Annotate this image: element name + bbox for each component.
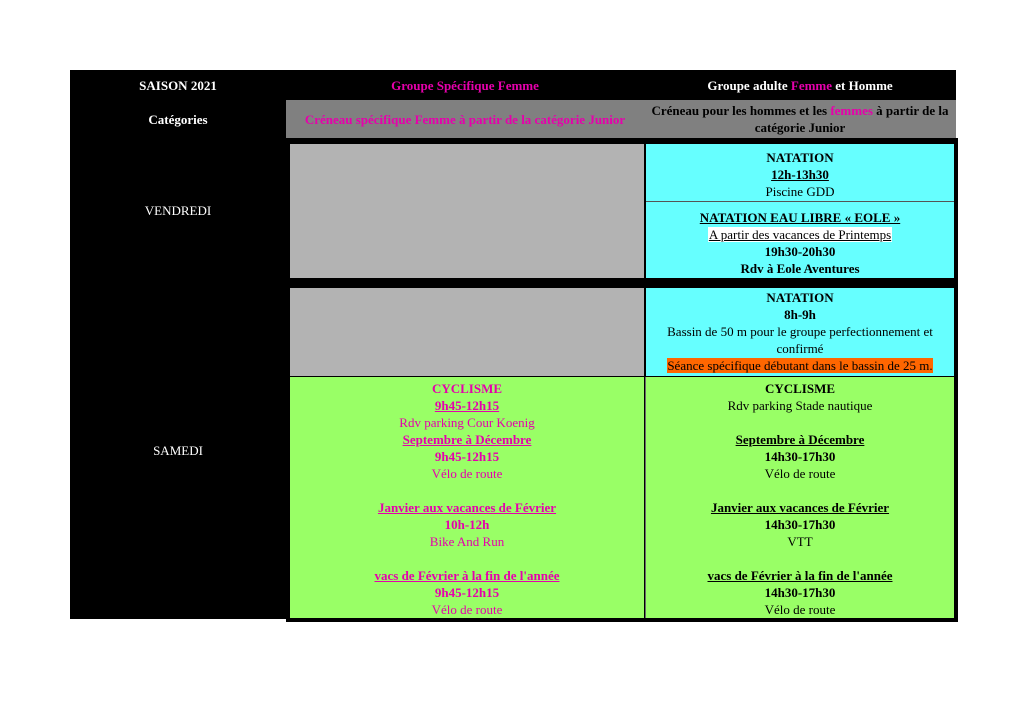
cf-period2: Janvier aux vacances de Février (377, 500, 557, 515)
vendredi-eole-place: Rdv à Eole Aventures (740, 261, 860, 276)
cf-period3: vacs de Février à la fin de l'année (374, 568, 560, 583)
samedi-label: SAMEDI (153, 443, 203, 458)
ca-time2: 14h30-17h30 (764, 517, 836, 532)
col2-title: Groupe adulte Femme et Homme (707, 77, 893, 93)
cf-period1: Septembre à Décembre (402, 432, 532, 447)
col1-category-text: Créneau spécifique Femme à partir de la catégorie Junior (304, 111, 626, 127)
samedi-label-cell (70, 282, 286, 619)
samedi-cyclisme-adulte-cell (645, 377, 954, 618)
vendredi-natation-cell (646, 144, 954, 201)
vendredi-natation-place: Piscine GDD (765, 184, 835, 199)
cf-time4: 9h45-12h15 (434, 585, 500, 600)
samedi-natation-desc-1: Bassin de 50 m pour le groupe perfectionnement et (667, 324, 933, 339)
col1-title: Groupe Spécifique Femme (391, 77, 539, 93)
cf-activity3: Vélo de route (431, 602, 503, 617)
col1-header (286, 70, 644, 100)
cf-time1: 9h45-12h15 (434, 398, 500, 413)
col2-category-text: Créneau pour les hommes et les femmes à partir de la catégorie Junior (651, 103, 949, 135)
samedi-natation-desc-2: confirmé (776, 341, 824, 356)
season-label: SAISON 2021 (139, 77, 217, 93)
season-header (70, 70, 286, 100)
ca-time1: 14h30-17h30 (764, 449, 836, 464)
vendredi-eole-cell (646, 202, 954, 278)
ca-activity1: Vélo de route (764, 466, 836, 481)
col2-category-cell (644, 100, 956, 138)
categories-label-cell (70, 100, 286, 138)
ca-time3: 14h30-17h30 (764, 585, 836, 600)
cf-activity1: Vélo de route (431, 466, 503, 481)
ca-period3: vacs de Février à la fin de l'année (707, 568, 893, 583)
samedi-cyclisme-femme-cell (290, 377, 644, 618)
ca-period1: Septembre à Décembre (735, 432, 865, 447)
cf-title: CYCLISME (431, 381, 503, 396)
ca-activity3: Vélo de route (764, 602, 836, 617)
vendredi-eole-time: 19h30-20h30 (764, 244, 836, 259)
cf-place: Rdv parking Cour Koenig (399, 415, 535, 430)
ca-place: Rdv parking Stade nautique (727, 398, 873, 413)
samedi-natation-cell (646, 288, 954, 376)
cf-time3: 10h-12h (444, 517, 490, 532)
vendredi-label: VENDREDI (144, 202, 212, 218)
vendredi-femme-empty (290, 144, 644, 278)
ca-period2: Janvier aux vacances de Février (710, 500, 890, 515)
cf-activity2: Bike And Run (429, 534, 505, 549)
col2-header (644, 70, 956, 100)
samedi-natation-title: NATATION (766, 290, 834, 305)
vendredi-natation-time: 12h-13h30 (771, 167, 829, 182)
vendredi-eole-period: A partir des vacances de Printemps (708, 227, 892, 242)
vendredi-natation-title: NATATION (766, 150, 834, 165)
vendredi-eole-title: NATATION EAU LIBRE « EOLE » (699, 210, 901, 225)
categories-label: Catégories (148, 111, 208, 127)
samedi-natation-time: 8h-9h (784, 307, 816, 322)
vendredi-label-cell (70, 138, 286, 282)
samedi-femme-empty (290, 288, 644, 376)
cf-time2: 9h45-12h15 (434, 449, 500, 464)
ca-title: CYCLISME (764, 381, 836, 396)
samedi-natation-highlight: Séance spécifique débutant dans le bassin de 25 m. (667, 358, 933, 373)
col1-category-cell (286, 100, 644, 138)
ca-activity2: VTT (787, 534, 813, 549)
